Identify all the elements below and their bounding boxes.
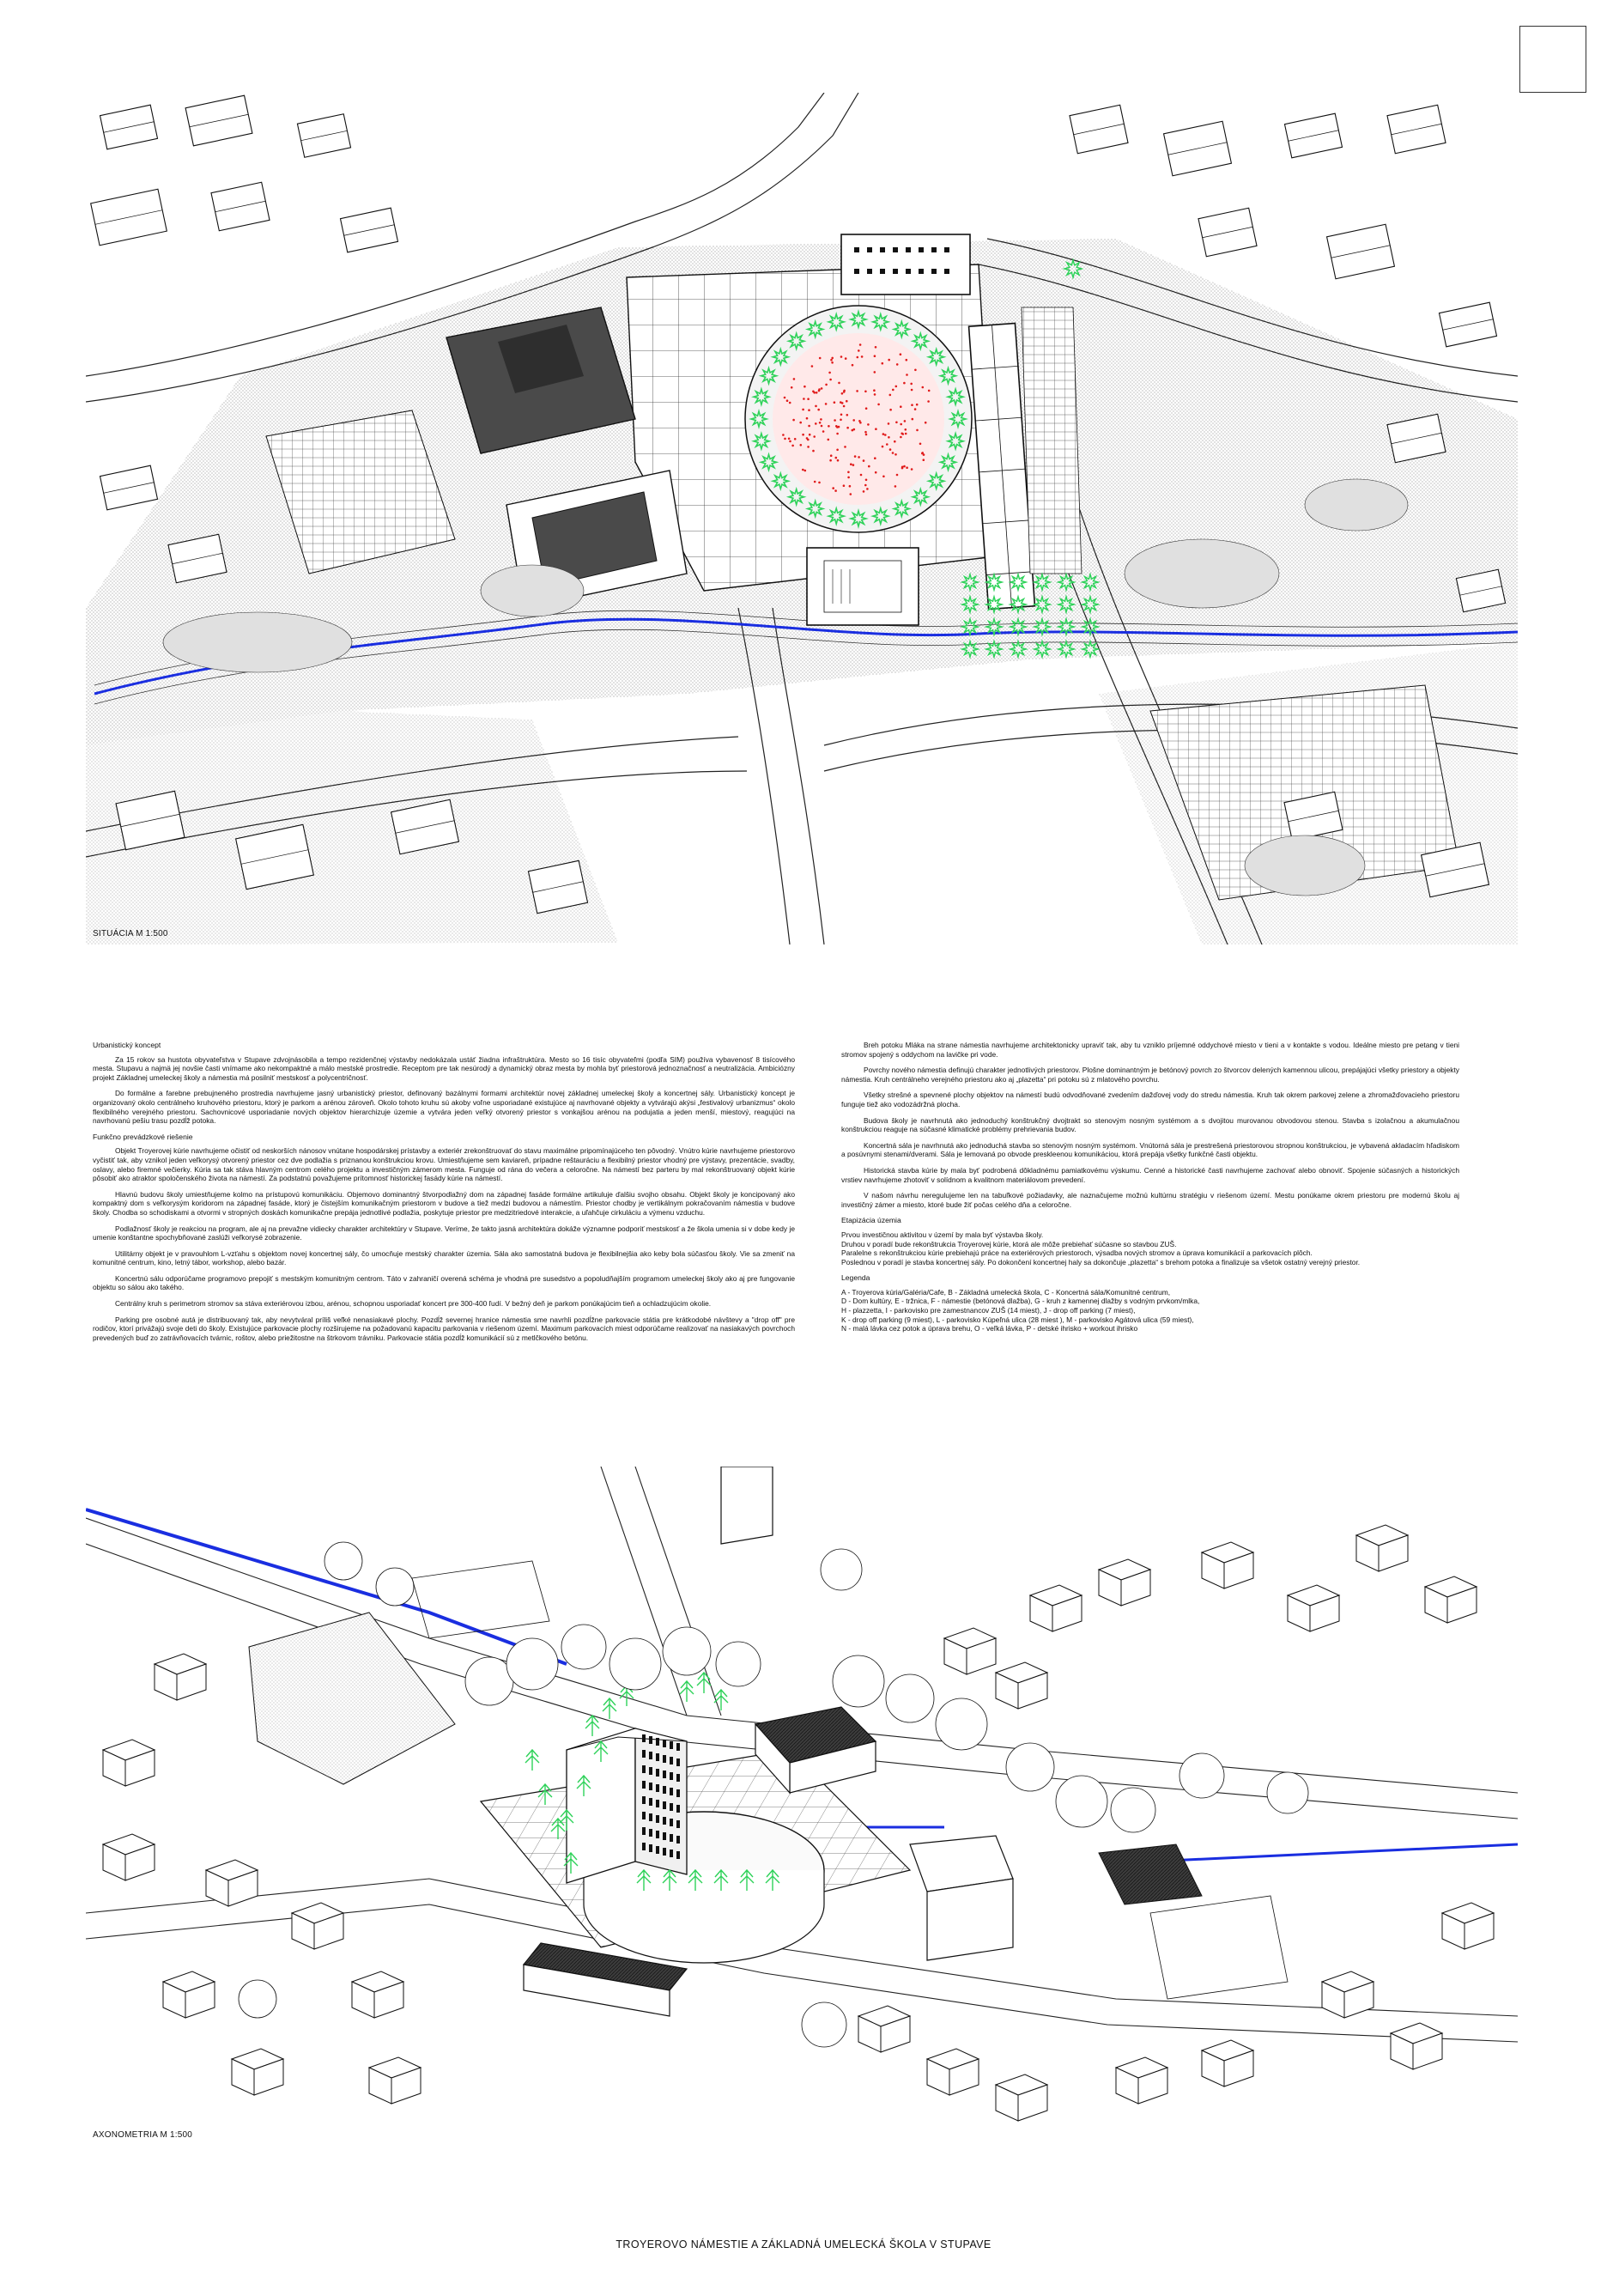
paragraph: Centrálny kruh s perimetrom stromov sa stáva exteriérovou izbou, arénou, schopnou usporiadať koncert pre 300-400 ľudí. V bežný deň je parkom ponúkajúcim tieň a ochladzujúcim okolie. (115, 1299, 712, 1309)
axonometry-caption: AXONOMETRIA M 1:500 (93, 2130, 193, 2140)
legend-item: H - plazzetta, I - parkovisko pre zamestnancov ZUŠ (14 miest), J - drop off parking (7 miest), (841, 1306, 1136, 1315)
text-column-left (93, 1041, 795, 1349)
paragraph: Koncertná sála je navrhnutá ako jednoduchá stavba so stenovým nosným systémom. Vnútorná sála je prestrešená priestorovou stropnou konštrukciou, je vybavená akladacím hľadiskom a posúvnymi stenami/dverami. Sála je lemovaná po obvode preskleenou komunikáciou, ktorá prepája všetky funkčné časti objektu. (841, 1140, 1459, 1159)
paragraph: Všetky strešné a spevnené plochy objektov na námestí budú odvodňované zvedením dažďovej vody do stredu námestia. Kruh tak okrem parkovej zelene a zhromažďovacieho priestoru funguje tiež ako vodozádržná plocha. (841, 1090, 1459, 1109)
paragraph: Hlavnú budovu školy umiestňujeme kolmo na prístupovú komunikáciu. Objemovo dominantný štvorpodlažný dom na západnej fasáde formálne artikuluje ďalšiu svojho obsahu. Objekt školy je koncipovaný ako kompaktný dom s veľkorysým koridorom na západnej fasáde, ktorý je čistejším komunikačným priestorom v budove a tiež medzi budovou a námestím. Priestor chodby je vertikálnym pokračovaním námestia v budove školy. Chodba so schodiskami a otvormi v stropných doskách komunikačne prepája jednotlivé podlažia, poskytuje priestor pre medzitriedové interakcie, a uľahčuje cirkuláciu a výmenu vzduchu. (93, 1189, 795, 1217)
paragraph: Prvou investičnou aktivitou v území by mala byť výstavba školy. (841, 1230, 1044, 1239)
heading-legend: Legenda (841, 1273, 870, 1283)
paragraph: Povrchy nového námestia definujú charakter jednotlivých priestorov. Plošne dominantným je betónový povrch zo štvorcov delených kamennou ulicou, prepájajúci všetky priestory a objekty námestia. Kruh centrálneho verejného priestoru ako aj „plazetta“ pri potoku sú z mlatového povrchu. (841, 1066, 1459, 1084)
paragraph: Objekt Troyerovej kúrie navrhujeme očistiť od neskorších nánosov vnútane hospodárskej prístavby a exteriér zrekonštruovať do stavu maximálne pripomínajúceho ten pôvodný. Vnútro kúrie navrhujeme priestorovo vyčistiť tak, aby vznikol jeden veľkorysý otvorený priestor cez dve podlažia s priznanou konštrukciou krovu. Umiestňujeme sem kaviareň, prípadne reštauráciu a flexibilný priestor vhodný pre výstavy, prezentácie, svadby, oslavy, alebo firemné večierky. Kúria sa tak stáva hlavným centrom celého projektu a investičným zámerom mesta. Funguje od rána do večera a celoročne. Na námestí bez parteru by mal rekonštruovaný objekt kúrie pôsobiť ako atraktor spoločenského života na námestí. Za podstatnú považujeme prítomnosť historickej fasády kúrie na námestí. (93, 1146, 795, 1183)
paragraph: Utilitárny objekt je v pravouhlom L-vzťahu s objektom novej koncertnej sály, čo umocňuje mestský charakter územia. Sála ako samostatná budova je flexibilnejšia ako keby bola súčasťou školy. Vie sa zmeniť na komunitné centrum, kino, letný tábor, workshop, alebo bazár. (93, 1248, 795, 1267)
heading-urban-concept: Urbanistický koncept (93, 1041, 161, 1049)
legend-item: D - Dom kultúry, E - tržnica, F - námestie (betónová dlažba), G - kruh z kamennej dlažby s vodným prvkom/mlka, (841, 1297, 1200, 1306)
paragraph: V našom návrhu neregulujeme len na tabuľkové požiadavky, ale naznačujeme možnú kultúrnu stratégiu v riešenom území. Mestu ponúkame okrem priestoru pre modernú školu aj investičný zámer a miesto, ktoré bude žiť počas celého dňa a celoročne. (841, 1191, 1459, 1209)
concert-hall-plan (807, 548, 919, 625)
sheet-title: TROYEROVO NÁMESTIE A ZÁKLADNÁ UMELECKÁ ŠKOLA V STUPAVE (616, 2238, 991, 2250)
legend-item: K - drop off parking (9 miest), L - parkovisko Kúpeľná ulica (28 miest ), M - parkovisko Agátová ulica (59 miest), (841, 1315, 1194, 1324)
situation-caption: SITUÁCIA M 1:500 (93, 929, 168, 938)
paragraph: Druhou v poradí bude rekonštrukcia Troyerovej kúrie, ktorá ale môže prebiehať súčasne so stavbou ZUŠ. (841, 1239, 1177, 1248)
site-plan-drawing (86, 93, 1518, 945)
text-column-right (841, 1041, 1459, 1333)
legend-item: N - malá lávka cez potok a úprava brehu, O - veľká lávka, P - detské ihrisko + workout ihrisko (841, 1324, 1138, 1333)
paragraph: Parking pre osobné autá je distribuovaný tak, aby nevytváral príliš veľké nenasiakavé plochy. Pozdĺž severnej hranice námestia sme navrhli pozdĺžne parkovacie státia pre krátkodobé návštevy a "drop off" pre rodičov, ktorí privážajú svoje deti do školy. Existujúce parkovacie plochy rozširujeme na požadovanú kapacitu parkovania v riešenom území. Maximum parkovacích miest odporúčame realizovať na nasiakavých povrchoch prevedených buď zo zatrávňovacích tvárnic, roštov, alebo priežitostne na štrkovom trávniku. Parkovacie státia pozdĺž komunikácií sú z metlčkového betónu. (93, 1315, 795, 1342)
heading-phasing: Etapizácia územia (841, 1216, 901, 1225)
paragraph: Paralelne s rekonštrukciou kúrie prebiehajú práce na exteriérových priestoroch, výsadba nových stromov a úprava komunikácií a parkovacích plôch. (841, 1248, 1313, 1258)
paragraph: Historická stavba kúrie by mala byť podrobená dôkladnému pamiatkovému výskumu. Cenné a historické časti navrhujeme zachovať alebo obnoviť. Spojenie súčasných a historických vrstiev navrhujeme zhotoviť v solídnom a kvalitnom materiálovom prevedení. (841, 1165, 1459, 1184)
heading-functional: Funkčno prevádzkové riešenie (93, 1132, 193, 1141)
paragraph: Za 15 rokov sa hustota obyvateľstva v Stupave zdvojnásobila a tempo rezidenčnej výstavby nedokázala ustáť žiadna infraštruktúra. Mesto so 16 tisíc obyvateľmi (podľa SIM) používa vybavenosť 8 tisícového mesta. Stupavu a najmä jej novšie časti vnímame ako nekompaktné a málo mestské prostredie. Receptom pre tak nesúrodý a dynamický obraz mesta by mohla byť priestorová jednoznačnosť a neutralizácia. Ambiciózny projekt Základnej umeleckej školy a námestia má posilniť mestskosť a polycentričnosť. (93, 1054, 795, 1082)
paragraph: Podlažnosť školy je reakciou na program, ale aj na prevažne vidiecky charakter architektúry v Stupave. Veríme, že takto jasná architektúra dokáže významne podporiť mestskosť a že škola umenia si v dobe kedy je umenie konštantne spochybňované zaslúži veľkorysé zobrazenie. (93, 1224, 795, 1242)
paragraph: Do formálne a farebne prebujneného prostredia navrhujeme jasný urbanistický priestor, definovaný bazálnymi formami architektúr novej základnej umeleckej školy a koncertnej sály. Urbanistický koncept je organizovaný okolo centrálneho kruhového priestoru, ktorý je parkom a arénou zároveň. Okolo tohoto kruhu sú akoby voľne usporiadané existujúce aj navrhované objekty a vytvárajú akýsi „festivalový urbanizmus“ okolo flexibilného verejného priestoru. Sachovnicové usporiadanie nových objektov hierarchizuje územie a vytvára jeden veľký otvorený priestor s vonkajšou arénou na podujatia a jeden menší, miestový, reagujúci na navrhovanú pešiu trasu pozdĺž potoka. (93, 1089, 795, 1126)
paragraph: Budova školy je navrhnutá ako jednoduchý konštrukčný dvojtrakt so stenovým nosným systémom a s dvojitou murovanou obvodovou stenou. Stavba s izolačnou a akumulačnou konštrukciou reaguje na súčasné klimatické problémy prehrievania budov. (841, 1115, 1459, 1134)
axo-school-building (567, 1728, 687, 1883)
legend-item: A - Troyerova kúria/Galéria/Cafe, B - Základná umelecká škola, C - Koncertná sála/Komunitné centrum, (841, 1287, 1171, 1297)
legend-list (841, 1288, 1459, 1333)
title-block-box (1519, 26, 1586, 93)
paragraph: Poslednou v poradí je stavba koncertnej sály. Po dokončení koncertnej haly sa dokončuje „plazetta“ s brehom potoka a finalizuje sa všetok ostatný verejný priestor. (841, 1257, 1361, 1266)
axonometry-drawing (86, 1467, 1518, 2136)
paragraph: Breh potoku Mláka na strane námestia navrhujeme architektonicky upraviť tak, aby tu vzniklo príjemné oddychové miesto v tieni a v kontakte s vodou. Ideálne miesto pre petang v tieni stromov spojený s oddychom na lavičke pri vode. (841, 1041, 1459, 1059)
paragraph: Koncertnú sálu odporúčame programovo prepojiť s mestským komunitným centrom. Táto v zahraničí overená schéma je vhodná pre susedstvo a popoludňajším programom umeleckej školy ako aj pre fungovanie objektu so sálou ako takého. (93, 1273, 795, 1292)
market-building-plan (841, 234, 970, 295)
